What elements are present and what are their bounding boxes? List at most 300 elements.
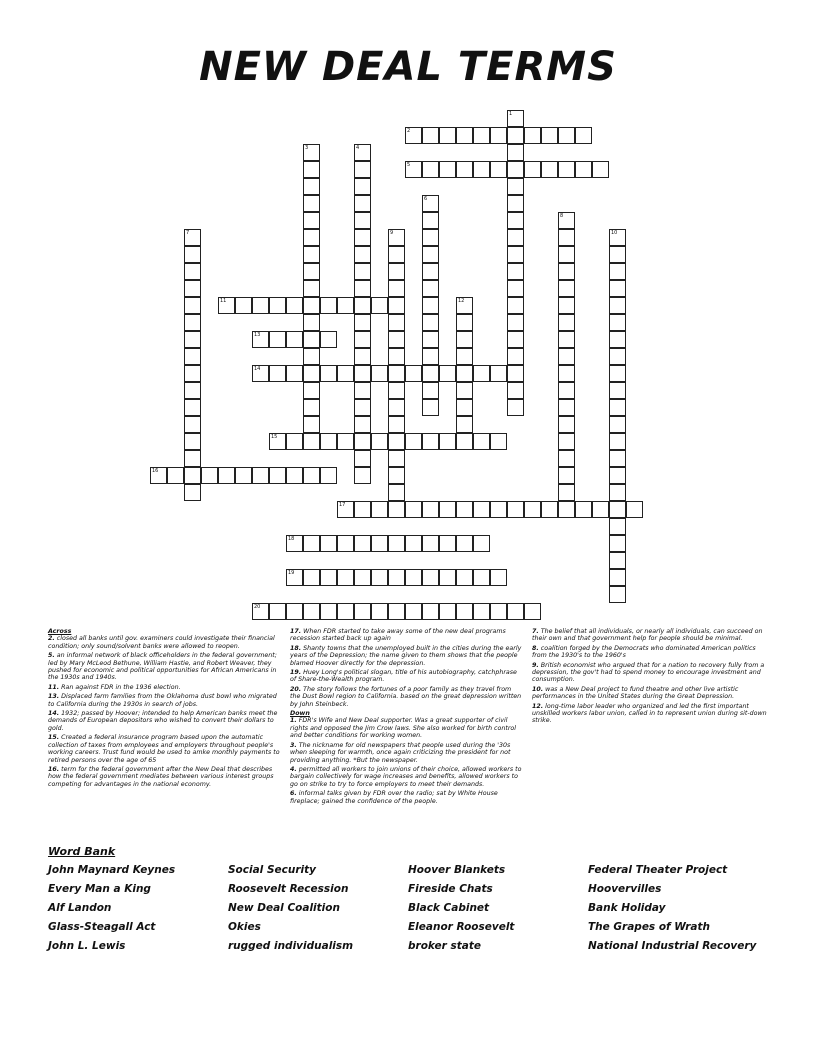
grid-cell <box>388 382 405 399</box>
grid-cell <box>456 382 473 399</box>
grid-cell <box>507 195 524 212</box>
grid-cell <box>337 501 354 518</box>
grid-cell <box>439 535 456 552</box>
grid-cell <box>218 467 235 484</box>
grid-cell <box>320 467 337 484</box>
grid-cell <box>422 399 439 416</box>
grid-cell <box>354 144 371 161</box>
grid-cell <box>388 348 405 365</box>
grid-cell <box>405 535 422 552</box>
grid-cell <box>252 467 269 484</box>
grid-cell <box>320 297 337 314</box>
grid-cell <box>609 501 626 518</box>
clue-number: 1 <box>509 111 513 117</box>
grid-cell <box>303 382 320 399</box>
grid-cell <box>609 518 626 535</box>
grid-cell <box>456 331 473 348</box>
clues-column-2 <box>290 628 522 807</box>
grid-cell <box>184 433 201 450</box>
grid-cell <box>558 212 575 229</box>
clue-across-20: 20. The story follows the fortunes of a poor family as they travel from the Dust Bowl region to California. based on the great depression written by John Steinbeck. <box>290 685 522 708</box>
grid-cell <box>371 297 388 314</box>
clue-across-13: 13. Displaced farm families from the Oklahoma dust bowl who migrated to California during the 1930s in search of jobs. <box>48 693 277 708</box>
clues-column-3 <box>532 628 768 727</box>
grid-cell <box>609 382 626 399</box>
grid-cell <box>184 229 201 246</box>
grid-cell <box>439 161 456 178</box>
grid-cell <box>609 399 626 416</box>
grid-cell <box>405 365 422 382</box>
grid-cell <box>507 246 524 263</box>
clues-column-1 <box>48 628 280 790</box>
grid-cell <box>388 433 405 450</box>
grid-cell <box>456 348 473 365</box>
grid-cell <box>609 586 626 603</box>
grid-cell <box>609 484 626 501</box>
grid-cell <box>439 433 456 450</box>
word-bank-item: New Deal Coalition <box>228 902 340 914</box>
grid-cell <box>303 331 320 348</box>
grid-cell <box>184 484 201 501</box>
grid-cell <box>354 314 371 331</box>
grid-cell <box>354 331 371 348</box>
grid-cell <box>609 314 626 331</box>
grid-cell <box>422 127 439 144</box>
grid-cell <box>286 535 303 552</box>
grid-cell <box>456 501 473 518</box>
grid-cell <box>371 569 388 586</box>
clue-across-11: 11. Ran against FDR in the 1936 election. <box>48 683 181 691</box>
grid-cell <box>439 569 456 586</box>
word-bank-item: Social Security <box>228 864 316 876</box>
grid-cell <box>184 467 201 484</box>
grid-cell <box>354 433 371 450</box>
grid-cell <box>524 127 541 144</box>
grid-cell <box>490 603 507 620</box>
grid-cell <box>473 161 490 178</box>
grid-cell <box>354 450 371 467</box>
grid-cell <box>609 348 626 365</box>
grid-cell <box>609 416 626 433</box>
clue-down-9: 9. British economist who argued that for a nation to recovery fully from a depression, the gov't had to spend money to encourage investment and consumption. <box>532 661 765 684</box>
grid-cell <box>303 569 320 586</box>
grid-cell <box>320 535 337 552</box>
grid-cell <box>558 399 575 416</box>
word-bank-item: Black Cabinet <box>408 902 490 914</box>
grid-cell <box>405 603 422 620</box>
grid-cell <box>184 416 201 433</box>
grid-cell <box>184 263 201 280</box>
clue-across-18: 18. Shanty towns that the unemployed built in the cities during the early years of the Depression; the name given to them shows that the people blamed Hoover directly for the depression. <box>290 644 522 667</box>
grid-cell <box>286 365 303 382</box>
grid-cell <box>558 314 575 331</box>
grid-cell <box>473 535 490 552</box>
grid-cell <box>303 195 320 212</box>
grid-cell <box>354 501 371 518</box>
grid-cell <box>507 603 524 620</box>
grid-cell <box>218 297 235 314</box>
word-bank-item: broker state <box>408 940 481 952</box>
grid-cell <box>371 365 388 382</box>
clue-number: 11 <box>220 298 227 304</box>
grid-cell <box>286 467 303 484</box>
grid-cell <box>405 433 422 450</box>
word-bank-item: Federal Theater Project <box>588 864 728 876</box>
grid-cell <box>269 433 286 450</box>
clue-number: 16 <box>152 468 159 474</box>
grid-cell <box>507 501 524 518</box>
grid-cell <box>490 127 507 144</box>
grid-cell <box>388 484 405 501</box>
grid-cell <box>558 501 575 518</box>
grid-cell <box>490 161 507 178</box>
grid-cell <box>422 535 439 552</box>
grid-cell <box>269 331 286 348</box>
word-bank-item: Roosevelt Recession <box>228 883 349 895</box>
grid-cell <box>422 195 439 212</box>
grid-cell <box>303 416 320 433</box>
grid-cell <box>320 433 337 450</box>
grid-cell <box>354 365 371 382</box>
grid-cell <box>286 569 303 586</box>
grid-cell <box>507 399 524 416</box>
clue-number: 2 <box>407 128 411 134</box>
grid-cell <box>507 229 524 246</box>
grid-cell <box>456 297 473 314</box>
grid-cell <box>252 603 269 620</box>
grid-cell <box>354 246 371 263</box>
grid-cell <box>354 161 371 178</box>
grid-cell <box>558 433 575 450</box>
grid-cell <box>337 603 354 620</box>
word-bank-item: Every Man a King <box>48 883 151 895</box>
grid-cell <box>303 297 320 314</box>
clue-number: 20 <box>254 604 261 610</box>
grid-cell <box>303 229 320 246</box>
word-bank-item: Fireside Chats <box>408 883 493 895</box>
grid-cell <box>371 501 388 518</box>
clue-across-19: 19. Huey Long's political slogan, title of his autobiography, catchphrase of Share-the-Wealth program. <box>290 669 517 684</box>
grid-cell <box>456 535 473 552</box>
grid-cell <box>184 331 201 348</box>
grid-cell <box>337 433 354 450</box>
grid-cell <box>422 569 439 586</box>
clue-number: 17 <box>339 502 346 508</box>
grid-cell <box>303 246 320 263</box>
grid-cell <box>303 161 320 178</box>
grid-cell <box>303 314 320 331</box>
grid-cell <box>524 161 541 178</box>
grid-cell <box>456 416 473 433</box>
grid-cell <box>439 501 456 518</box>
grid-cell <box>320 569 337 586</box>
grid-cell <box>558 467 575 484</box>
grid-cell <box>269 297 286 314</box>
grid-cell <box>252 331 269 348</box>
grid-cell <box>303 348 320 365</box>
grid-cell <box>184 280 201 297</box>
grid-cell <box>303 603 320 620</box>
grid-cell <box>337 365 354 382</box>
grid-cell <box>422 382 439 399</box>
grid-cell <box>609 365 626 382</box>
clue-across-5: 5. an informal network of black officeholders in the federal government; led by Mary McLeod Bethune, William Hastie, and Robert Weaver, they pushed for economic and political opportunities for African Americans in the 1930s and 1940s. <box>48 652 277 682</box>
grid-cell <box>439 365 456 382</box>
word-bank-item: Alf Landon <box>48 902 112 914</box>
clue-number: 14 <box>254 366 261 372</box>
grid-cell <box>388 297 405 314</box>
clue-number: 18 <box>288 536 295 542</box>
clue-number: 12 <box>458 298 465 304</box>
grid-cell <box>303 399 320 416</box>
grid-cell <box>609 552 626 569</box>
grid-cell <box>609 246 626 263</box>
grid-cell <box>303 433 320 450</box>
grid-cell <box>286 433 303 450</box>
grid-cell <box>303 467 320 484</box>
clue-number: 4 <box>356 145 360 151</box>
grid-cell <box>354 382 371 399</box>
grid-cell <box>286 297 303 314</box>
grid-cell <box>575 127 592 144</box>
grid-cell <box>150 467 167 484</box>
grid-cell <box>388 535 405 552</box>
grid-cell <box>473 501 490 518</box>
grid-cell <box>184 450 201 467</box>
clue-across-17: 17. When FDR started to take away some of the new deal programs recession started back up again <box>290 628 506 643</box>
grid-cell <box>354 229 371 246</box>
grid-cell <box>184 246 201 263</box>
grid-cell <box>473 433 490 450</box>
grid-cell <box>320 603 337 620</box>
word-bank-item: Bank Holiday <box>588 902 666 914</box>
grid-cell <box>558 365 575 382</box>
clue-down-1: 1. FDR's Wife and New Deal supporter. Was a great supporter of civil rights and opposed the Jim Crow laws. She also worked for birth control and better conditions for working women. <box>290 717 517 740</box>
grid-cell <box>371 603 388 620</box>
grid-cell <box>558 382 575 399</box>
grid-cell <box>558 127 575 144</box>
grid-cell <box>354 280 371 297</box>
grid-cell <box>388 450 405 467</box>
clue-number: 15 <box>271 434 278 440</box>
clue-down-7: 7. The belief that all individuals, or nearly all individuals, can succeed on their own and that government help for people should be minimal. <box>532 628 763 643</box>
grid-cell <box>558 229 575 246</box>
clue-down-4: 4. permitted all workers to join unions of their choice, allowed workers to bargain collectively for wage increases and benefits, allowed workers to go on strike to try to force employers to meet their demands. <box>290 765 522 788</box>
grid-cell <box>558 331 575 348</box>
grid-cell <box>337 297 354 314</box>
grid-cell <box>388 263 405 280</box>
clue-down-10: 10. was a New Deal project to fund theatre and other live artistic performances in the United States during the Great Depression. <box>532 685 739 701</box>
grid-cell <box>354 535 371 552</box>
grid-cell <box>473 127 490 144</box>
grid-cell <box>405 569 422 586</box>
grid-cell <box>490 433 507 450</box>
grid-cell <box>422 297 439 314</box>
grid-cell <box>320 331 337 348</box>
grid-cell <box>388 399 405 416</box>
clue-number: 13 <box>254 332 261 338</box>
clue-number: 8 <box>560 213 564 219</box>
grid-cell <box>524 501 541 518</box>
down-heading: Down <box>290 710 310 718</box>
grid-cell <box>184 314 201 331</box>
grid-cell <box>507 127 524 144</box>
clue-down-12: 12. long-time labor leader who organized and led the first important unskilled workers labor union, called in to represent union during sit-down strike. <box>532 702 767 725</box>
grid-cell <box>507 382 524 399</box>
grid-cell <box>507 348 524 365</box>
grid-cell <box>252 297 269 314</box>
grid-cell <box>456 569 473 586</box>
grid-cell <box>184 365 201 382</box>
grid-cell <box>609 229 626 246</box>
grid-cell <box>609 297 626 314</box>
grid-cell <box>558 263 575 280</box>
grid-cell <box>422 229 439 246</box>
grid-cell <box>354 297 371 314</box>
grid-cell <box>337 535 354 552</box>
grid-cell <box>609 450 626 467</box>
grid-cell <box>575 501 592 518</box>
grid-cell <box>456 127 473 144</box>
grid-cell <box>456 365 473 382</box>
grid-cell <box>541 127 558 144</box>
word-bank-item: Glass-Steagall Act <box>48 921 156 933</box>
grid-cell <box>184 399 201 416</box>
word-bank-item: John Maynard Keynes <box>48 864 176 876</box>
grid-cell <box>558 297 575 314</box>
grid-cell <box>507 365 524 382</box>
grid-cell <box>422 263 439 280</box>
grid-cell <box>354 467 371 484</box>
grid-cell <box>388 229 405 246</box>
grid-cell <box>609 433 626 450</box>
grid-cell <box>422 161 439 178</box>
word-bank-item: National Industrial Recovery <box>588 940 757 952</box>
grid-cell <box>303 178 320 195</box>
grid-cell <box>388 314 405 331</box>
grid-cell <box>388 501 405 518</box>
grid-cell <box>422 212 439 229</box>
grid-cell <box>609 263 626 280</box>
grid-cell <box>167 467 184 484</box>
grid-cell <box>507 212 524 229</box>
grid-cell <box>388 246 405 263</box>
grid-cell <box>269 467 286 484</box>
grid-cell <box>507 263 524 280</box>
grid-cell <box>320 365 337 382</box>
grid-cell <box>405 161 422 178</box>
grid-cell <box>558 416 575 433</box>
grid-cell <box>354 348 371 365</box>
word-bank-item: Eleanor Roosevelt <box>408 921 515 933</box>
grid-cell <box>456 399 473 416</box>
word-bank-item: Okies <box>228 921 261 933</box>
grid-cell <box>558 484 575 501</box>
grid-cell <box>507 144 524 161</box>
clue-number: 10 <box>611 230 618 236</box>
grid-cell <box>609 280 626 297</box>
clue-number: 9 <box>390 230 394 236</box>
clue-down-3: 3. The nickname for old newspapers that people used during the '30s when sleeping for warmth, once again criticizing the president for not providing anything. *But the newspaper. <box>290 741 511 764</box>
grid-cell <box>456 314 473 331</box>
grid-cell <box>303 212 320 229</box>
grid-cell <box>558 348 575 365</box>
grid-cell <box>269 603 286 620</box>
grid-cell <box>609 331 626 348</box>
clue-number: 6 <box>424 196 428 202</box>
grid-cell <box>405 501 422 518</box>
grid-cell <box>422 246 439 263</box>
grid-cell <box>439 127 456 144</box>
grid-cell <box>507 331 524 348</box>
grid-cell <box>286 331 303 348</box>
clue-across-16: 16. term for the federal government after the New Deal that describes how the federal government mediates between various interest groups competing for advantages in the national economy. <box>48 765 274 788</box>
grid-cell <box>303 144 320 161</box>
grid-cell <box>507 280 524 297</box>
grid-cell <box>303 263 320 280</box>
grid-cell <box>541 501 558 518</box>
grid-cell <box>422 314 439 331</box>
grid-cell <box>252 365 269 382</box>
grid-cell <box>609 535 626 552</box>
grid-cell <box>371 535 388 552</box>
grid-cell <box>354 569 371 586</box>
grid-cell <box>388 331 405 348</box>
clue-number: 5 <box>407 162 411 168</box>
grid-cell <box>422 501 439 518</box>
grid-cell <box>558 246 575 263</box>
grid-cell <box>184 297 201 314</box>
grid-cell <box>507 297 524 314</box>
grid-cell <box>235 467 252 484</box>
grid-cell <box>541 161 558 178</box>
grid-cell <box>422 433 439 450</box>
grid-cell <box>575 161 592 178</box>
grid-cell <box>388 416 405 433</box>
grid-cell <box>473 365 490 382</box>
grid-cell <box>558 450 575 467</box>
grid-cell <box>439 603 456 620</box>
grid-cell <box>507 314 524 331</box>
grid-cell <box>592 501 609 518</box>
grid-cell <box>422 348 439 365</box>
grid-cell <box>507 161 524 178</box>
grid-cell <box>456 161 473 178</box>
grid-cell <box>201 467 218 484</box>
grid-cell <box>473 569 490 586</box>
clue-across-2: 2. closed all banks until gov. examiners could investigate their financial condition; only sound/solvent banks were allowed to reopen. <box>48 635 275 650</box>
grid-cell <box>490 569 507 586</box>
grid-cell <box>507 110 524 127</box>
clue-number: 7 <box>186 230 190 236</box>
grid-cell <box>371 433 388 450</box>
grid-cell <box>184 382 201 399</box>
grid-cell <box>354 399 371 416</box>
grid-cell <box>354 212 371 229</box>
word-bank-item: Hoovervilles <box>588 883 662 895</box>
clue-across-14: 14. 1932; passed by Hoover; intended to help American banks meet the demands of European depositors who wished to convert their dollars to gold. <box>48 710 278 732</box>
grid-cell <box>490 501 507 518</box>
grid-cell <box>456 433 473 450</box>
word-bank-item: Hoover Blankets <box>408 864 506 876</box>
word-bank-item: John L. Lewis <box>48 940 126 952</box>
grid-cell <box>422 365 439 382</box>
word-bank-item: The Grapes of Wrath <box>588 921 711 933</box>
grid-cell <box>422 603 439 620</box>
grid-cell <box>286 603 303 620</box>
grid-cell <box>524 603 541 620</box>
clue-down-6: 6. informal talks given by FDR over the radio; sat by White House fireplace; gained the confidence of the people. <box>290 790 498 805</box>
